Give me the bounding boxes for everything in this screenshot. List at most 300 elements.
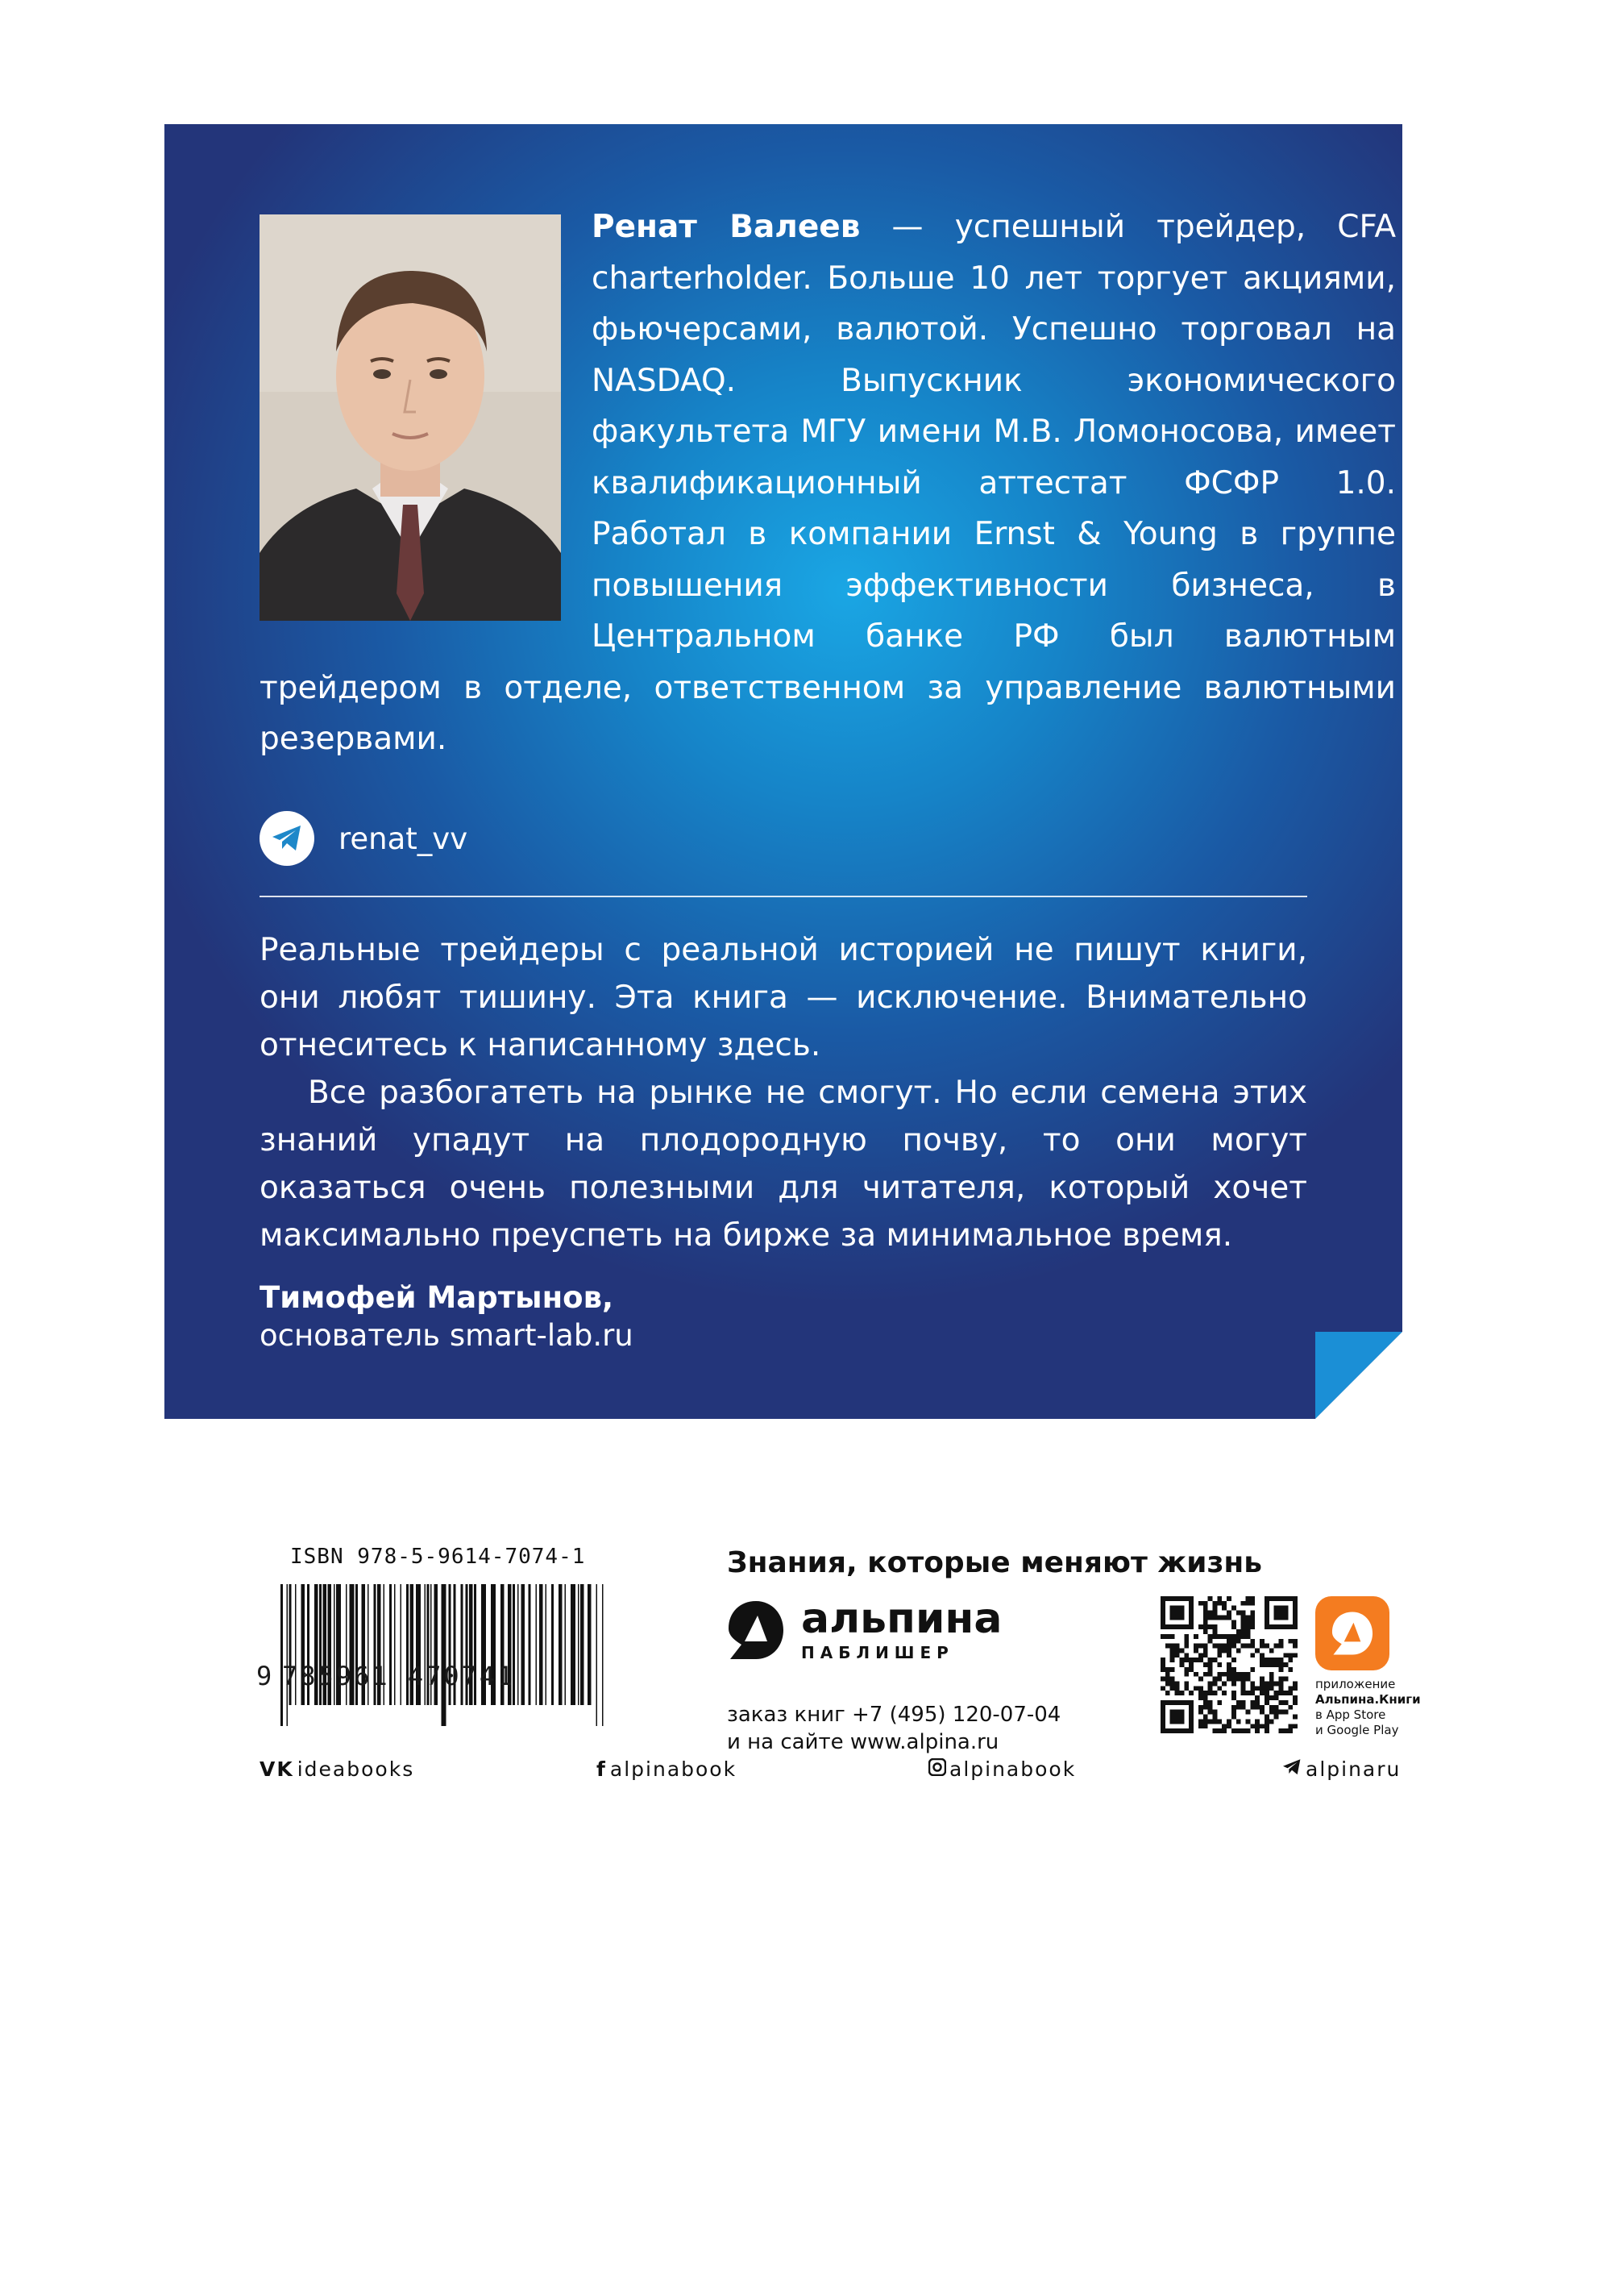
qr-module xyxy=(1208,1611,1213,1616)
qr-module xyxy=(1212,1658,1217,1662)
barcode-bar xyxy=(529,1584,531,1705)
qr-module xyxy=(1231,1705,1236,1710)
qr-module xyxy=(1274,1658,1279,1662)
barcode-bar xyxy=(536,1584,538,1705)
qr-module xyxy=(1161,1634,1165,1639)
qr-module xyxy=(1161,1658,1165,1662)
qr-module xyxy=(1241,1624,1246,1629)
qr-module xyxy=(1265,1686,1269,1691)
qr-module xyxy=(1269,1695,1274,1700)
barcode-bar xyxy=(442,1584,446,1726)
qr-module xyxy=(1217,1677,1222,1682)
qr-module xyxy=(1269,1677,1274,1682)
qr-module xyxy=(1288,1728,1293,1733)
qr-module xyxy=(1279,1686,1284,1691)
telegram-icon xyxy=(260,811,314,866)
qr-module xyxy=(1189,1658,1194,1662)
qr-module xyxy=(1255,1724,1260,1728)
alpina-app-icon[interactable] xyxy=(1315,1596,1389,1670)
qr-module xyxy=(1208,1710,1213,1715)
qr-module xyxy=(1203,1620,1208,1624)
qr-module xyxy=(1203,1615,1208,1620)
qr-module xyxy=(1203,1644,1208,1649)
qr-module xyxy=(1208,1719,1213,1724)
qr-module xyxy=(1260,1710,1265,1715)
qr-module xyxy=(1217,1644,1222,1649)
qr-module xyxy=(1170,1644,1175,1649)
barcode-bar xyxy=(571,1584,575,1705)
qr-module xyxy=(1184,1686,1189,1691)
qr-module xyxy=(1203,1653,1208,1658)
app-line-4: и Google Play xyxy=(1315,1723,1399,1737)
qr-module xyxy=(1194,1648,1198,1653)
qr-module xyxy=(1198,1695,1203,1700)
qr-module xyxy=(1279,1644,1284,1649)
barcode-bar xyxy=(521,1584,525,1705)
qr-module xyxy=(1279,1677,1284,1682)
qr-module xyxy=(1279,1662,1284,1667)
qr-module xyxy=(1203,1705,1208,1710)
qr-module xyxy=(1231,1658,1236,1662)
qr-module xyxy=(1246,1620,1251,1624)
qr-module xyxy=(1184,1667,1189,1672)
qr-module xyxy=(1179,1662,1184,1667)
qr-module xyxy=(1236,1648,1241,1653)
qr-module xyxy=(1260,1653,1265,1658)
qr-module xyxy=(1212,1677,1217,1682)
qr-module xyxy=(1260,1639,1265,1644)
qr-module xyxy=(1231,1639,1236,1644)
qr-module xyxy=(1250,1667,1255,1672)
qr-module xyxy=(1184,1653,1189,1658)
qr-module xyxy=(1293,1715,1298,1720)
qr-module xyxy=(1236,1677,1241,1682)
qr-finder xyxy=(1170,1710,1185,1724)
qr-module xyxy=(1222,1724,1227,1728)
qr-module xyxy=(1170,1677,1175,1682)
qr-finder xyxy=(1170,1606,1185,1620)
qr-module xyxy=(1265,1724,1269,1728)
qr-module xyxy=(1227,1639,1231,1644)
author-bio-text: — успешный трейдер, CFA charterholder. Больше 10 лет торгует акциями, фьючерсами, валютой. Успешно торговал на NASDAQ. Выпускник экономического факультета МГУ имени М.В. Ломоносова, имеет квалификационный аттестат ФСФР 1.0. Работал в компании Ernst & Young в группе повышения эффективности бизнеса, в Центральном банке РФ был валютным трейдером в отделе, ответственном за управление валютными резервами. xyxy=(260,209,1397,757)
qr-module xyxy=(1265,1728,1269,1733)
qr-module xyxy=(1222,1606,1227,1611)
barcode-bar xyxy=(580,1584,584,1705)
qr-module xyxy=(1231,1677,1236,1682)
qr-module xyxy=(1203,1672,1208,1677)
qr-module xyxy=(1241,1705,1246,1710)
qr-module xyxy=(1217,1700,1222,1705)
qr-module xyxy=(1279,1682,1284,1687)
alpina-app-logo-icon xyxy=(1330,1609,1375,1658)
qr-module xyxy=(1279,1710,1284,1715)
social-facebook[interactable] xyxy=(596,1757,737,1781)
qr-module xyxy=(1222,1672,1227,1677)
qr-module xyxy=(1279,1667,1284,1672)
divider xyxy=(260,896,1307,897)
qr-module xyxy=(1198,1691,1203,1695)
qr-module xyxy=(1212,1606,1217,1611)
qr-module xyxy=(1222,1644,1227,1649)
qr-module xyxy=(1217,1719,1222,1724)
qr-module xyxy=(1274,1705,1279,1710)
qr-module xyxy=(1241,1700,1246,1705)
qr-module xyxy=(1175,1686,1180,1691)
qr-module xyxy=(1231,1667,1236,1672)
qr-module xyxy=(1260,1691,1265,1695)
qr-module xyxy=(1198,1653,1203,1658)
instagram-icon xyxy=(928,1757,946,1781)
qr-module xyxy=(1184,1634,1189,1639)
qr-module xyxy=(1161,1662,1165,1667)
qr-module xyxy=(1236,1611,1241,1616)
qr-module xyxy=(1250,1644,1255,1649)
qr-module xyxy=(1250,1596,1255,1601)
qr-module xyxy=(1236,1719,1241,1724)
telegram-handle: renat_vv xyxy=(338,821,468,856)
qr-module xyxy=(1241,1728,1246,1733)
qr-module xyxy=(1212,1634,1217,1639)
qr-module xyxy=(1161,1686,1165,1691)
qr-module xyxy=(1279,1639,1284,1644)
qr-module xyxy=(1241,1644,1246,1649)
qr-module xyxy=(1265,1682,1269,1687)
qr-module xyxy=(1203,1691,1208,1695)
qr-module xyxy=(1246,1672,1251,1677)
qr-module xyxy=(1222,1682,1227,1687)
qr-module xyxy=(1231,1634,1236,1639)
qr-module xyxy=(1222,1728,1227,1733)
qr-module xyxy=(1250,1691,1255,1695)
qr-module xyxy=(1246,1719,1251,1724)
qr-module xyxy=(1165,1682,1170,1687)
social-telegram[interactable] xyxy=(1281,1757,1401,1781)
qr-module xyxy=(1170,1653,1175,1658)
qr-module xyxy=(1227,1677,1231,1682)
qr-module xyxy=(1255,1728,1260,1733)
publisher-logo[interactable] xyxy=(725,1595,1003,1662)
qr-module xyxy=(1198,1677,1203,1682)
qr-module xyxy=(1194,1672,1198,1677)
qr-module xyxy=(1288,1639,1293,1644)
qr-module xyxy=(1170,1686,1175,1691)
barcode-bar xyxy=(546,1584,547,1705)
qr-module xyxy=(1283,1710,1288,1715)
qr-module xyxy=(1293,1653,1298,1658)
qr-module xyxy=(1194,1634,1198,1639)
qr-module xyxy=(1170,1648,1175,1653)
qr-module xyxy=(1198,1710,1203,1715)
qr-module xyxy=(1212,1601,1217,1606)
qr-module xyxy=(1293,1700,1298,1705)
barcode-bar xyxy=(578,1584,579,1705)
qr-module xyxy=(1165,1672,1170,1677)
qr-module xyxy=(1246,1677,1251,1682)
app-name: Альпина.Книги xyxy=(1315,1692,1421,1707)
qr-module xyxy=(1241,1686,1246,1691)
qr-module xyxy=(1236,1629,1241,1634)
qr-module xyxy=(1212,1644,1217,1649)
quote-signature xyxy=(260,1279,633,1354)
qr-module xyxy=(1279,1728,1284,1733)
qr-module xyxy=(1212,1710,1217,1715)
app-info xyxy=(1315,1677,1421,1738)
qr-module xyxy=(1250,1601,1255,1606)
qr-module xyxy=(1293,1695,1298,1700)
qr-module xyxy=(1269,1648,1274,1653)
qr-module xyxy=(1293,1682,1298,1687)
qr-module xyxy=(1217,1672,1222,1677)
vk-icon: VK xyxy=(260,1757,294,1781)
qr-module xyxy=(1184,1658,1189,1662)
qr-module xyxy=(1293,1724,1298,1728)
qr-module xyxy=(1260,1682,1265,1687)
qr-module xyxy=(1227,1719,1231,1724)
qr-module xyxy=(1198,1705,1203,1710)
qr-module xyxy=(1246,1644,1251,1649)
qr-module xyxy=(1250,1624,1255,1629)
qr-module xyxy=(1212,1682,1217,1687)
qr-module xyxy=(1203,1715,1208,1720)
qr-module xyxy=(1250,1724,1255,1728)
qr-module xyxy=(1231,1710,1236,1715)
qr-module xyxy=(1255,1686,1260,1691)
qr-module xyxy=(1212,1624,1217,1629)
qr-module xyxy=(1293,1639,1298,1644)
qr-module xyxy=(1246,1624,1251,1629)
social-instagram[interactable] xyxy=(928,1757,1076,1781)
quote-author: Тимофей Мартынов, xyxy=(260,1280,614,1315)
qr-module xyxy=(1236,1639,1241,1644)
social-telegram-label: alpinaru xyxy=(1306,1757,1402,1781)
qr-module xyxy=(1179,1691,1184,1695)
qr-module xyxy=(1241,1677,1246,1682)
qr-module xyxy=(1269,1662,1274,1667)
qr-module xyxy=(1203,1648,1208,1653)
qr-module xyxy=(1203,1624,1208,1629)
qr-module xyxy=(1269,1682,1274,1687)
qr-finder xyxy=(1274,1606,1289,1620)
qr-module xyxy=(1255,1648,1260,1653)
barcode-bar xyxy=(280,1584,283,1726)
qr-module xyxy=(1274,1644,1279,1649)
qr-module xyxy=(1288,1658,1293,1662)
qr-module xyxy=(1203,1719,1208,1724)
qr-module xyxy=(1208,1615,1213,1620)
qr-module xyxy=(1227,1667,1231,1672)
qr-module xyxy=(1208,1667,1213,1672)
qr-module xyxy=(1170,1682,1175,1687)
qr-module xyxy=(1293,1686,1298,1691)
publisher-sub: ПАБЛИШЕР xyxy=(801,1643,954,1662)
qr-module xyxy=(1241,1620,1246,1624)
qr-module xyxy=(1250,1700,1255,1705)
qr-module xyxy=(1184,1682,1189,1687)
qr-module xyxy=(1212,1691,1217,1695)
qr-module xyxy=(1274,1710,1279,1715)
qr-module xyxy=(1184,1672,1189,1677)
qr-module xyxy=(1175,1682,1180,1687)
qr-module xyxy=(1203,1611,1208,1616)
qr-module xyxy=(1161,1677,1165,1682)
author-telegram[interactable] xyxy=(260,811,467,866)
qr-module xyxy=(1217,1601,1222,1606)
barcode-bar xyxy=(565,1584,567,1705)
alpina-logo-icon xyxy=(725,1598,787,1662)
qr-module xyxy=(1279,1700,1284,1705)
qr-module xyxy=(1246,1615,1251,1620)
qr-module xyxy=(1222,1634,1227,1639)
barcode-bar xyxy=(517,1584,519,1705)
qr-module xyxy=(1217,1662,1222,1667)
qr-module xyxy=(1255,1705,1260,1710)
barcode-bar xyxy=(559,1584,563,1705)
qr-module xyxy=(1283,1662,1288,1667)
qr-module xyxy=(1231,1624,1236,1629)
qr-module xyxy=(1250,1620,1255,1624)
qr-module xyxy=(1283,1677,1288,1682)
qr-module xyxy=(1279,1691,1284,1695)
qr-module xyxy=(1198,1624,1203,1629)
qr-module xyxy=(1222,1691,1227,1695)
qr-module xyxy=(1217,1686,1222,1691)
qr-module xyxy=(1236,1634,1241,1639)
ean-first-digit: 9 xyxy=(256,1661,272,1691)
qr-module xyxy=(1227,1596,1231,1601)
telegram-small-icon xyxy=(1281,1757,1302,1781)
qr-module xyxy=(1255,1695,1260,1700)
qr-module xyxy=(1241,1615,1246,1620)
social-facebook-label: alpinabook xyxy=(609,1757,737,1781)
qr-module xyxy=(1212,1728,1217,1733)
social-vk[interactable] xyxy=(260,1757,414,1781)
qr-module xyxy=(1236,1672,1241,1677)
qr-module xyxy=(1283,1691,1288,1695)
qr-module xyxy=(1293,1644,1298,1649)
qr-module xyxy=(1255,1719,1260,1724)
qr-module xyxy=(1170,1667,1175,1672)
quote-paragraph-2: Все разбогатеть на рынке не смогут. Но если семена этих знаний упадут на плодородную почву, то они могут оказаться очень полезными для читателя, который хочет максимально преуспеть на бирже за минимальное время. xyxy=(260,1075,1307,1254)
qr-code[interactable] xyxy=(1161,1596,1298,1733)
qr-module xyxy=(1175,1644,1180,1649)
qr-module xyxy=(1246,1596,1251,1601)
qr-module xyxy=(1203,1700,1208,1705)
quote-paragraph-1: Реальные трейдеры с реальной историей не пишут книги, они любят тишину. Эта книга — исключение. Внимательно отнеситесь к написанному здесь. xyxy=(260,932,1307,1063)
isbn-label: ISBN 978-5-9614-7074-1 xyxy=(290,1545,586,1569)
qr-module xyxy=(1184,1639,1189,1644)
qr-module xyxy=(1208,1639,1213,1644)
qr-module xyxy=(1198,1658,1203,1662)
qr-module xyxy=(1283,1653,1288,1658)
qr-module xyxy=(1208,1700,1213,1705)
qr-module xyxy=(1227,1672,1231,1677)
qr-module xyxy=(1231,1715,1236,1720)
publisher-name: альпина xyxy=(801,1595,1003,1643)
qr-module xyxy=(1212,1719,1217,1724)
qr-module xyxy=(1241,1611,1246,1616)
qr-module xyxy=(1208,1658,1213,1662)
qr-module xyxy=(1250,1705,1255,1710)
qr-module xyxy=(1217,1596,1222,1601)
qr-module xyxy=(1208,1686,1213,1691)
qr-module xyxy=(1260,1662,1265,1667)
qr-module xyxy=(1265,1658,1269,1662)
qr-module xyxy=(1222,1648,1227,1653)
qr-module xyxy=(1222,1615,1227,1620)
qr-module xyxy=(1260,1658,1265,1662)
qr-module xyxy=(1208,1634,1213,1639)
qr-module xyxy=(1231,1620,1236,1624)
qr-module xyxy=(1194,1658,1198,1662)
qr-module xyxy=(1227,1648,1231,1653)
qr-module xyxy=(1288,1686,1293,1691)
qr-module xyxy=(1208,1596,1213,1601)
qr-module xyxy=(1217,1648,1222,1653)
qr-module xyxy=(1165,1667,1170,1672)
qr-module xyxy=(1179,1648,1184,1653)
qr-module xyxy=(1161,1667,1165,1672)
qr-module xyxy=(1265,1644,1269,1649)
qr-module xyxy=(1189,1662,1194,1667)
order-site[interactable]: и на сайте www.alpina.ru xyxy=(727,1730,999,1754)
qr-module xyxy=(1265,1700,1269,1705)
barcode-bar xyxy=(588,1584,592,1705)
qr-module xyxy=(1231,1728,1236,1733)
qr-module xyxy=(1198,1724,1203,1728)
social-vk-label: ideabooks xyxy=(297,1757,415,1781)
barcode-bar xyxy=(287,1584,289,1726)
qr-module xyxy=(1236,1700,1241,1705)
qr-module xyxy=(1184,1644,1189,1649)
author-panel xyxy=(164,124,1402,1419)
qr-module xyxy=(1260,1705,1265,1710)
qr-module xyxy=(1288,1724,1293,1728)
qr-module xyxy=(1212,1615,1217,1620)
qr-module xyxy=(1260,1644,1265,1649)
qr-module xyxy=(1203,1606,1208,1611)
qr-module xyxy=(1246,1634,1251,1639)
qr-module xyxy=(1227,1615,1231,1620)
qr-module xyxy=(1255,1700,1260,1705)
qr-module xyxy=(1274,1715,1279,1720)
barcode-bar xyxy=(602,1584,604,1726)
qr-module xyxy=(1203,1629,1208,1634)
qr-module xyxy=(1198,1601,1203,1606)
qr-module xyxy=(1288,1653,1293,1658)
qr-module xyxy=(1274,1682,1279,1687)
corner-fold xyxy=(1315,1332,1402,1419)
order-phone: заказ книг +7 (495) 120-07-04 xyxy=(727,1703,1061,1727)
qr-module xyxy=(1227,1653,1231,1658)
qr-module xyxy=(1279,1658,1284,1662)
qr-module xyxy=(1208,1672,1213,1677)
qr-module xyxy=(1231,1644,1236,1649)
qr-module xyxy=(1241,1601,1246,1606)
qr-module xyxy=(1288,1705,1293,1710)
author-name: Ренат Валеев xyxy=(592,209,861,245)
qr-module xyxy=(1212,1629,1217,1634)
qr-module xyxy=(1260,1724,1265,1728)
qr-module xyxy=(1231,1682,1236,1687)
qr-module xyxy=(1274,1662,1279,1667)
qr-module xyxy=(1246,1728,1251,1733)
app-line-1: приложение xyxy=(1315,1677,1396,1691)
qr-module xyxy=(1165,1634,1170,1639)
qr-module xyxy=(1241,1672,1246,1677)
qr-module xyxy=(1241,1682,1246,1687)
qr-module xyxy=(1170,1634,1175,1639)
qr-module xyxy=(1246,1691,1251,1695)
